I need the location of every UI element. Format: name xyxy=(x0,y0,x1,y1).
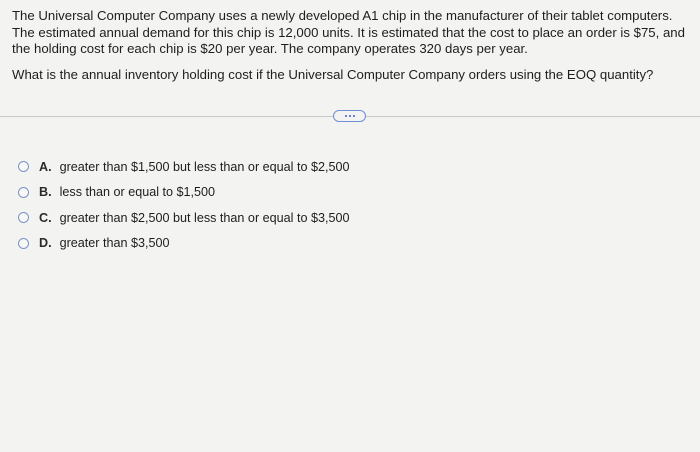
radio-button-c[interactable] xyxy=(18,212,29,223)
radio-button-a[interactable] xyxy=(18,161,29,172)
radio-button-b[interactable] xyxy=(18,187,29,198)
question-prompt: What is the annual inventory holding cost if the Universal Computer Company orders using the EOQ quantity? xyxy=(12,66,654,82)
answer-option-b[interactable] xyxy=(18,180,349,206)
ellipsis-icon xyxy=(349,115,351,117)
answer-option-c[interactable] xyxy=(18,205,349,231)
answer-options xyxy=(18,154,349,256)
option-letter: D. xyxy=(39,236,52,251)
ellipsis-icon xyxy=(345,115,347,117)
option-letter: B. xyxy=(39,185,52,200)
option-text: less than or equal to $1,500 xyxy=(59,185,216,200)
radio-button-d[interactable] xyxy=(18,238,29,249)
answer-option-a[interactable] xyxy=(18,154,349,180)
expand-more-button[interactable] xyxy=(333,110,366,122)
question-text: The Universal Computer Company uses a newly developed A1 chip in the manufacturer of their tablet computers. The estimated annual demand for this chip is 12,000 units. It is estimated that the cost to place an order is $75, and the holding cost for each chip is $20 per year. The company operates 320 days per year. xyxy=(12,8,685,56)
option-text: greater than $2,500 but less than or equal to $3,500 xyxy=(59,210,350,225)
question-block xyxy=(12,8,696,83)
option-text: greater than $1,500 but less than or equal to $2,500 xyxy=(59,159,350,174)
option-text: greater than $3,500 xyxy=(59,236,170,251)
option-letter: A. xyxy=(39,159,52,174)
option-letter: C. xyxy=(39,210,52,225)
ellipsis-icon xyxy=(353,115,355,117)
answer-option-d[interactable] xyxy=(18,231,349,257)
